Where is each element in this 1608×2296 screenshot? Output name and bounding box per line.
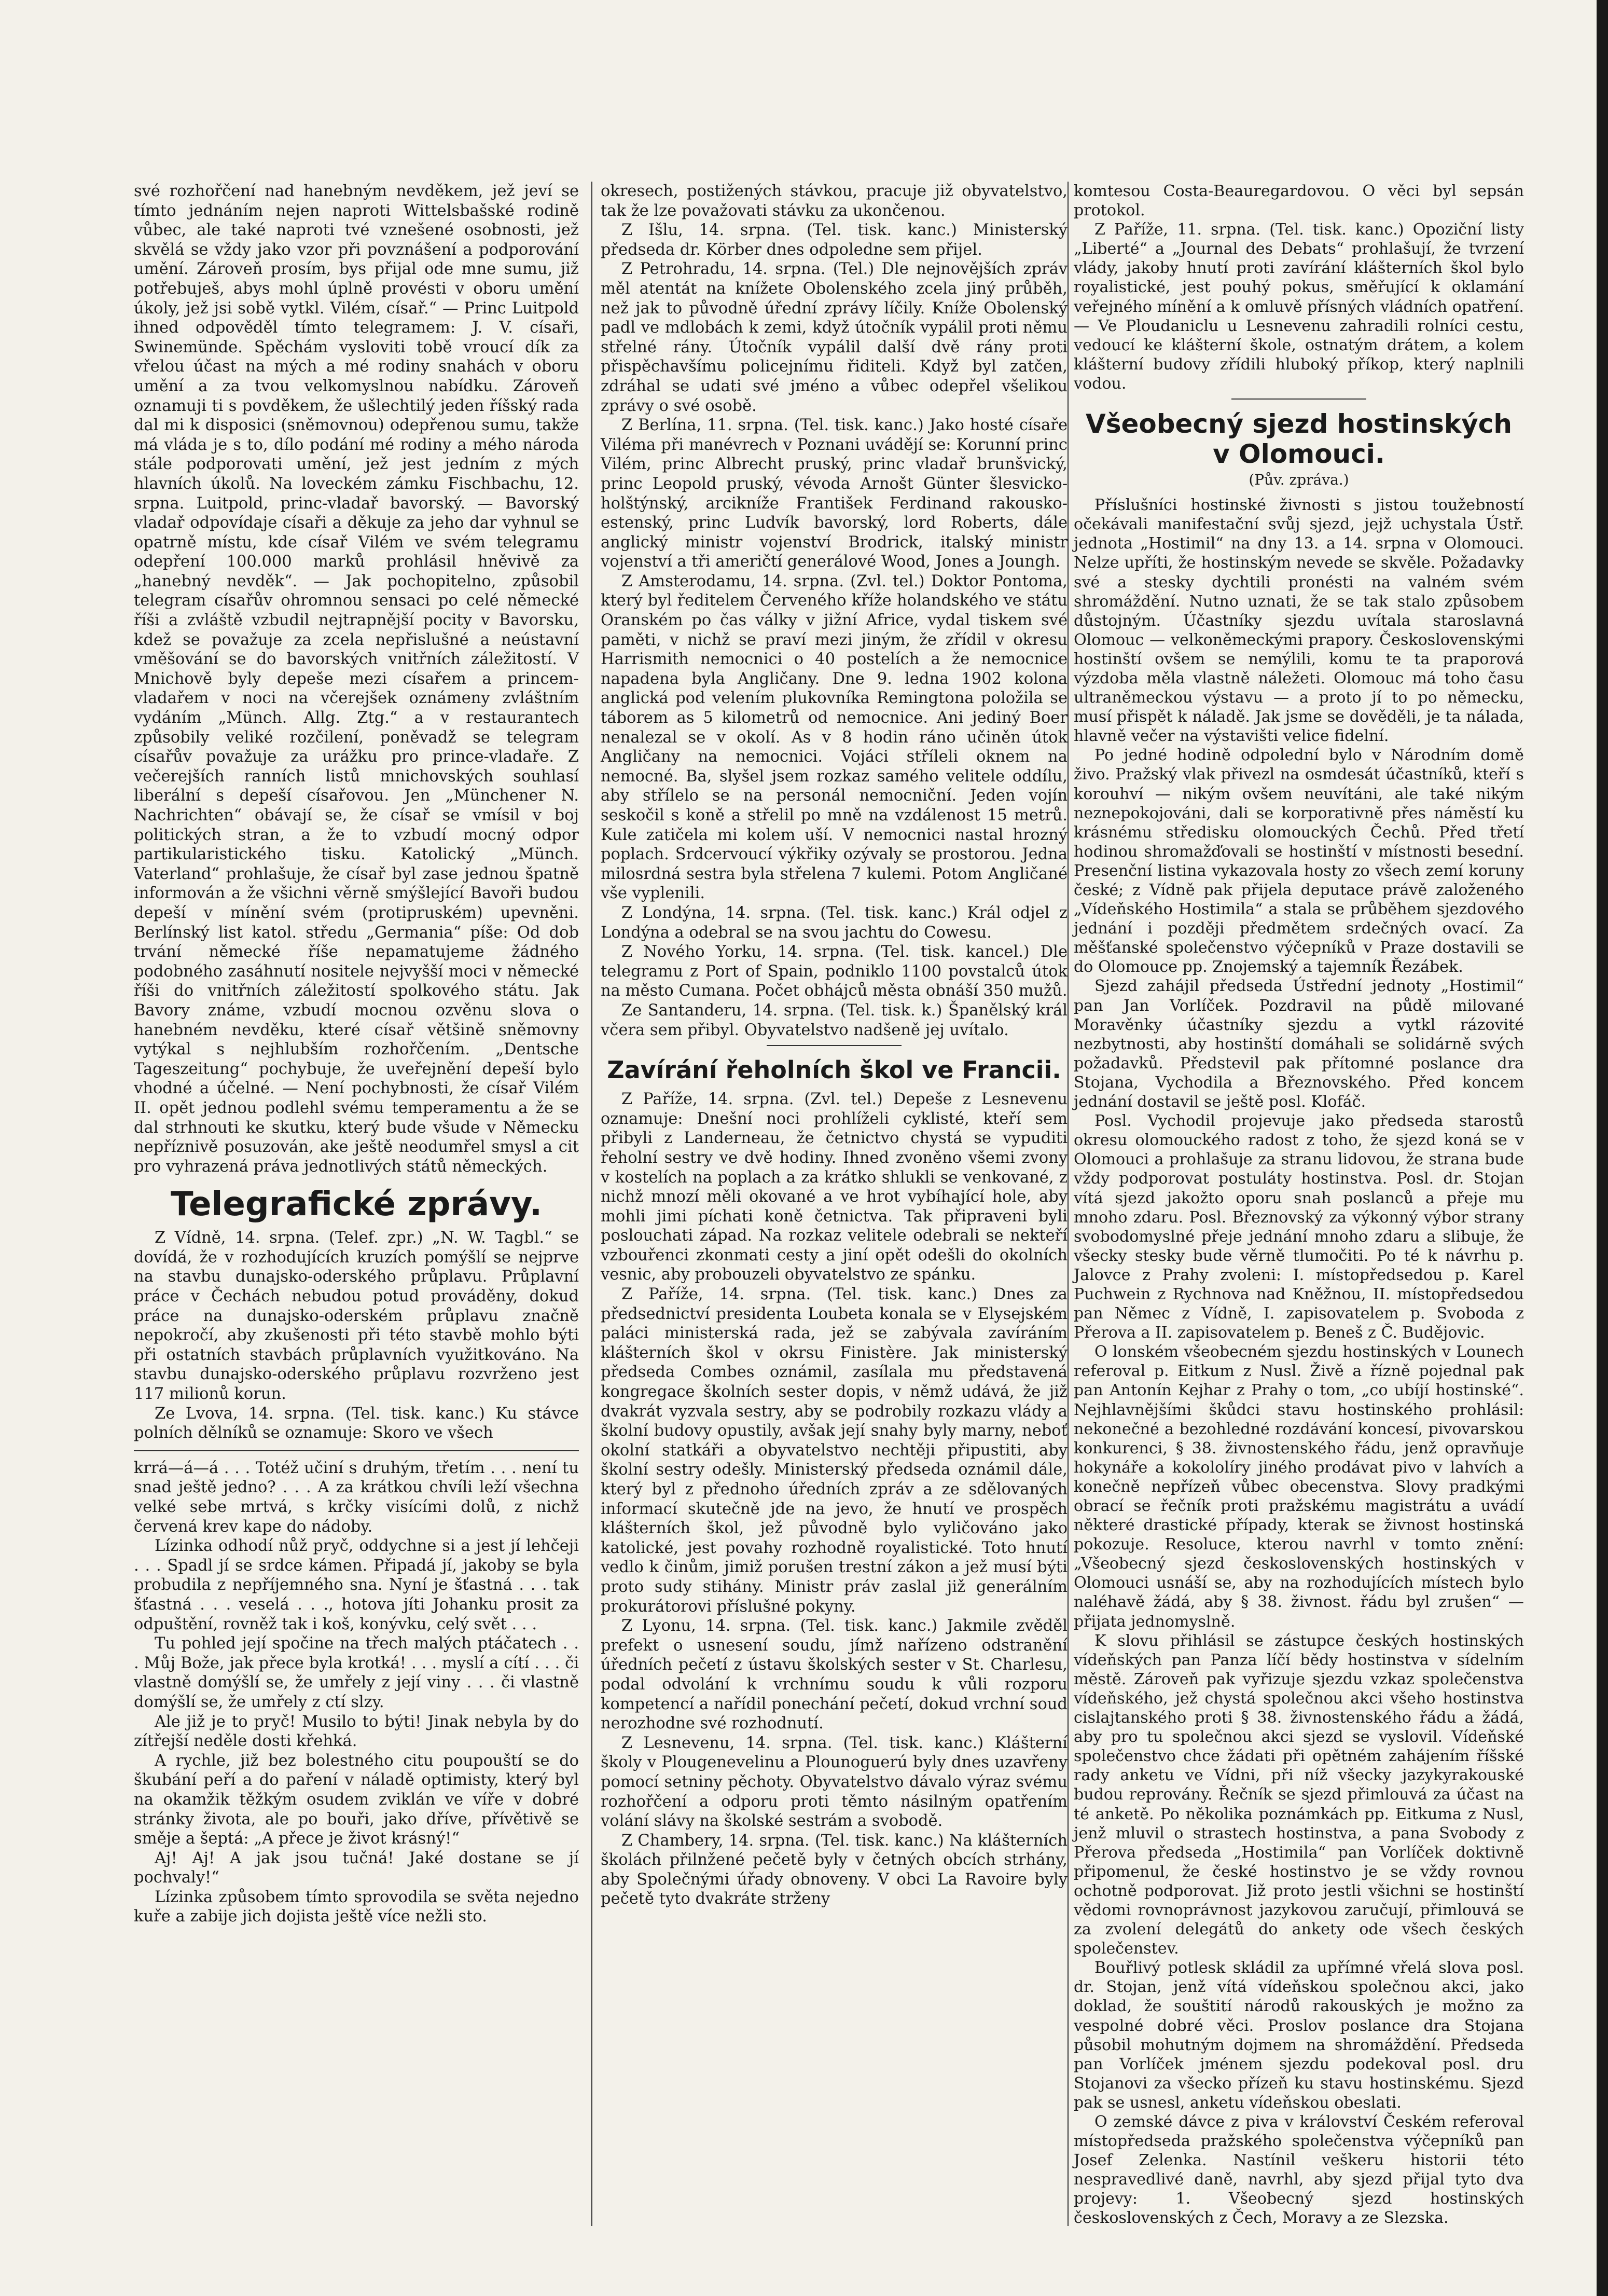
news-item: Z Lesnevenu, 14. srpna. (Tel. tisk. kanc.) Klášterní školy v Plougenevelinu a Plounoguerú byly dnes uzavřeny pomocí setniny pěchoty. Obyvatelstvo dávalo výraz svému rozhořčení a odporu proti těmto násilným opatřením volání slávy na školské sestrám a svobodě. [601, 1734, 1068, 1831]
heading-telegraficke-zpravy: Telegrafické zprávy. [170, 1185, 543, 1224]
feuilleton-text: Ale již je to pryč! Musilo to býti! Jinak nebyla by do zítřejší neděle dosti křehká. [134, 1712, 579, 1751]
column-1 [134, 182, 579, 1927]
feuilleton-text: Tu pohled její spočine na třech malých ptáčatech . . . Můj Bože, jak přece byla krotká! . . . myslí a cítí . . . či vlastně domýšlí se, že umřely z její viny . . . či vlastně domýšlí se, že umřely z ctí slzy. [134, 1634, 579, 1711]
news-item: Ze Santanderu, 14. srpna. (Tel. tisk. k.) Španělský král včera sem přibyl. Obyvatelstvo nadšeně jej uvítalo. [601, 1001, 1068, 1039]
feuilleton-text: Lízinka způsobem tímto sprovodila se světa nejedno kuře a zabije jich dojista ještě více nežli sto. [134, 1888, 579, 1926]
news-item: Ze Lvova, 14. srpna. (Tel. tisk. kanc.) Ku stávce polních dělníků se oznamuje: Skoro ve všech [134, 1404, 579, 1442]
heading-subtitle: (Pův. zpráva.) [1249, 471, 1349, 489]
news-item: Z Nového Yorku, 14. srpna. (Tel. tisk. kancel.) Dle telegramu z Port of Spain, podniklo 1100 povstalců útok na město Cumana. Počet obhájců města obnáší 350 mužů. [601, 943, 1068, 1000]
feuilleton-text: A rychle, již bez bolestného citu poupouští se do škubání peří a do paření v náladě optimisty, který byl na okamžik těžkým osudem zviklán ve víře v dobré stránky života, ale po bouři, jako dříve, přívětivě se směje a šeptá: „A přece je život krásný!“ [134, 1751, 579, 1848]
news-item: Z Petrohradu, 14. srpna. (Tel.) Dle nejnovějších zpráv měl atentát na knížete Obolenského zcela jiný průběh, než jak to původně úřední zprávy líčily. Kníže Obolenský padl ve mdlobách k zemi, když útočník vypálil proti němu střelné rány. Útočník vypálil další dvě rány proti přispěchavšímu policejnímu řiditeli. Když byl zatčen, zdráhal se udati své jméno a vůbec odepřel všelikou zprávy o své osobě. [601, 260, 1068, 415]
article-text: Po jedné hodině odpolední bylo v Národním domě živo. Pražský vlak přivezl na osmdesát účastníků, kteří s korouhví — nikým ovšem neuvítáni, ale také nikým neznepokojováni, dali se korporativně přes náměstí ku krásnému středisku olomouckých Čechů. Před třetí hodinou shromažďovali se hostinští v místnosti besední. Presenční listina vykazovala hosty zo všech zemí koruny české; z Vídně pak přijela deputace právě založeného „Vídeňského Hostimila“ a stala se průběhem sjezdového jednání i později předmětem srdečných ovací. Za měšťanské společenstvo výčepníků v Praze dostavili se do Olomouce pp. Znojemský a tajemník Řezábek. [1074, 746, 1524, 977]
news-item: Z Londýna, 14. srpna. (Tel. tisk. kanc.) Král odjel z Londýna a odebral se na svou jachtu do Cowesu. [601, 903, 1068, 942]
news-item: komtesou Costa-Beauregardovou. O věci byl sepsán protokol. [1074, 182, 1524, 220]
section-divider [767, 1045, 902, 1046]
news-item: Z Berlína, 11. srpna. (Tel. tisk. kanc.) Jako hosté císaře Viléma při manévrech v Poznani uvádějí se: Korunní princ Vilém, princ Albrecht pruský, princ vladař brunšvický, princ Leopold pruský, vévoda Arnošt Günter šlesvicko-holštýnský, arcikníže František Ferdinand rakousko-estenský, princ Ludvík bavorský, lord Roberts, dále anglický ministr vojenství Brodrick, italský ministr vojenství a tři američtí generálové Wood, Jones a Joungh. [601, 416, 1068, 571]
feuilleton-text: krrá—á—á . . . Totéž učiní s druhým, třetím . . . není tu snad ještě jedno? . . . A za krátkou chvíli leží všechna velké sebe mrtvá, s krčky visícími dolů, z nichž červená krev kape do nádoby. [134, 1459, 579, 1536]
news-item: Z Paříže, 14. srpna. (Tel. tisk. kanc.) Dnes za předsednictví presidenta Loubeta konala se v Elysejském paláci ministerská rada, jež se zabývala zavíráním klášterních škol v okrsu Finistère. Jak ministerský předseda Combes oznámil, zasílala mu představená kongregace školních sester dopis, v němž udává, že již dvakrát vyzvala sestry, aby se podrobily rozkazu vlády a školní budovy opustily, avšak její snahy byly marny, neboť okolní statkáři a obyvatelstvo nechtěji připustiti, aby školní sestry odešly. Ministerský předseda oznámil dále, který byl z přednoho úředních zpráv a ze sdělovaných informací skutečně jde na jevo, že hnutí ve prospěch klášterních škol, jež původně bylo vyličováno jako katolické, jest povahy rozhodně royalistické. Toto hnutí vedlo k činům, jimiž porušen trestní zákon a jež musí býti proto sudy stihány. Ministr práv zaslal již generálním prokurátorovi příslušné pokyny. [601, 1285, 1068, 1616]
news-item: Z Vídně, 14. srpna. (Telef. zpr.) „N. W. Tagbl.“ se dovídá, že v rozhodujících kruzích pomýšlí se nejprve na stavbu dunajsko-oderského průplavu. Průplavní práce v Čechách nebudou potud prováděny, dokud práce na dunajsko-oderském průplavu značně nepokročí, aby zkušenosti při této stavbě mohlo býti při ostatních stavbách průplavních využitkováno. Na stavbu dunajsko-oderského průplavu rozvrženo jest 117 milionů korun. [134, 1229, 579, 1404]
heading-zavirani-skol: Zavírání řeholních škol ve Francii. [607, 1056, 1061, 1084]
article-text: O zemské dávce z piva v království Českém referoval místopředseda pražského společenstva výčepníků pan Josef Zelenka. Nastínil veškeru historii této nespravedlivé daně, navrhl, aby sjezd přijal tyto dva projevy: 1. Všeobecný sjezd hostinských československých z Čech, Moravy a ze Slezska. [1074, 2113, 1524, 2228]
page-edge [1597, 0, 1608, 2296]
section-divider [1231, 398, 1366, 400]
news-item: okresech, postižených stávkou, pracuje již obyvatelstvo, tak že lze považovati stávku za ukončenou. [601, 182, 1068, 220]
article-text: Bouřlivý potlesk skládil za upřímné vřelá slova posl. dr. Stojan, jenž vítá vídeňskou společnou akci, jako doklad, že souštití národů rakouských je možno za vespolné dobré věci. Proslov poslance dra Stojana působil mohutným dojmem na shromáždění. Předseda pan Vorlíček jménem sjezdu podekoval posl. dru Stojanovi za všecko přízeň ku stavu hostinskému. Sjezd pak se usnesl, anketu vídeňskou obeslati. [1074, 1959, 1524, 2112]
section-divider [134, 1450, 579, 1451]
article-text: Příslušníci hostinské živnosti s jistou toužebností očekávali manifestační svůj sjezd, jejž uchystala Ústř. jednota „Hostimil“ na dny 13. a 14. srpna v Olomouci. Nelze upříti, že hostinským nevede se skvěle. Požadavky své a stesky dychtili pronésti na valném svém shromáždění. Nutno uznati, že se tak stalo způsobem důstojným. Účastníky sjezdu uvítala staroslavná Olomouc — velkoněmeckými prapory. Československými hostinští ovšem se nemýlili, komu te ta praporová výzdoba měla vlastně náležeti. Olomouc má toho času ultraněmeckou výstavu — a proto jí to po německu, musí přispět k náladě. Jak jsme se dověděli, je ta nálada, hlavně večer na výstavišti velice fidelní. [1074, 496, 1524, 746]
news-item: Z Chambery, 14. srpna. (Tel. tisk. kanc.) Na klášterních školách přilnžené pečetě byly v četných obcích strhány, aby Společnými úřady obnoveny. V obci La Ravoire byly pečetě tyto dvakráte strženy [601, 1831, 1068, 1908]
article-text: své rozhořčení nad hanebným nevděkem, jež jeví se tímto jednáním nejen naproti Wittelsbašské rodině vůbec, ale také naproti tvé vznešené osobnosti, jež skvělá se vždy jako vzor při povznášení a podporování umění. Zároveň prosím, bys přijal ode mne sumu, již potřebuješ, abys mohl úplně provésti v oboru umění úkoly, jež jsi sobě vytkl. Vilém, císař.“ — Princ Luitpold ihned odpověděl tímto telegramem: J. V. císaři, Swinemünde. Spěchám vysloviti tobě vroucí dík za vřelou účast na mých a mé rodiny snahách v oboru umění a za tvou velkomyslnou nabídku. Zároveň oznamuji ti s povděkem, že ušlechtilý jeden říšský rada dal mi k disposici (sněmovnou) odepřenou sumu, takže má vláda je s to, dílo podání mé rodiny a mého národa stále podporovati umění, jež jest jedním z mých hlavních úkolů. Na loveckém zámku Fischbachu, 12. srpna. Luitpold, princ-vladař bavorský. — Bavorský vladař odpovídaje císaři a děkuje za jeho dar vyhnul se opatrně místu, kde císař Vilém ve svém telegramu odepření 100.000 marků prohlásil hněvivě za „hanebný nevděk“. — Jak pochopitelno, způsobil telegram císařův ohromnou sensaci po celé německé říši a zvláště vzbudil nejtrapnější pocity v Bavorsku, kdež se považuje za zcela nepřislušné a neústavní vměšování se do bavorských vnitřních záležitostí. V Mnichově byly depeše mezi císařem a princem-vladařem v noci na včerejšek oznámeny zvláštním vydáním „Münch. Allg. Ztg.“ a v restaurantech způsobily veliké rozčilení, poněvadž se telegram císařův považuje za urážku pro prince-vladaře. Z večerejších ranních listů mnichovských souhlasí liberální s depeší císařovou. Jen „Münchener N. Nachrichten“ obávají se, že císař se vmísil v boj politických stran, a že to vzbudí mocný odpor partikularistického tisku. Katolický „Münch. Vaterland“ prohlašuje, že císař byl zase jednou špatně informován a že všichni věrně smýšlející Bavoři budou depeší v mínění svém (protipruském) upevněni. Berlínský list katol. středu „Germania“ píše: Od dob trvání německé říše nepamatujeme žádného podobného zasáhnutí nositele nejvyšší moci v německé říši do vnitřních záležitostí spolkového státu. Jak Bavory známe, vzbudí mocnou ozvěnu slova o hanebném nevděku, které císař většině sněmovny vytýkal s nejhlubším rozhořčením. „Dentsche Tageszeitung“ pochybuje, že uveřejnění depeší bylo vhodné a účelné. — Není pochybnosti, že císař Vilém II. opět jednou podlehl svému temperamentu a že se dal strhnouti ke skutku, který bude všude v Německu nepříznivě posuzován, ake ještě neodumřel smysl a cit pro vyhrazená práva jednotlivých států německých. [134, 182, 579, 1176]
news-item: Z Lyonu, 14. srpna. (Tel. tisk. kanc.) Jakmile zvěděl prefekt o usnesení soudu, jímž nařízeno odstranění úředních pečetí z ústavu školských sester v St. Charlesu, podal odvolání k vrchnímu soudu k vůli rozporu kompetencí a nařídil ponechání pečetí, dokud vrchní soud nerozhodne své rozhodnutí. [601, 1617, 1068, 1733]
article-text: Posl. Vychodil projevuje jako předseda starostů okresu olomouckého radost z toho, že sjezd koná se v Olomouci a prohlašuje za stranu lidovou, že strana bude vždy podporovat postuláty hostinstva. Posl. dr. Stojan vítá sjezd jakožto oporu snah poslanců a přeje mu mnoho zdaru. Posl. Březnovský za výkonný výbor strany svobodomyslné přeje jednání mnoho zdaru a slibuje, že všecky stesky bude věrně tlumočiti. Po té k návrhu p. Jalovce z Prahy zvoleni: I. místopředsedou p. Karel Puchwein z Rychnova nad Kněžnou, II. místopředsedou pan Němec z Vídně, I. zapisovatelem p. Svoboda z Přerova a II. zapisovatelem p. Beneš z Č. Budějovic. [1074, 1112, 1524, 1342]
news-item: Z Paříže, 11. srpna. (Tel. tisk. kanc.) Opoziční listy „Liberté“ a „Journal des Debats“ prohlašují, že tvrzení vlády, jakoby hnutí proti zavírání klášterních škol bylo royalistické, jest pouhý pokus, směřující k oklamání veřejného mínění a k omluvě přísných vládních opatření. — Ve Ploudaniclu u Lesnevenu zahradili rolníci cestu, vedoucí ke klášterní škole, ostnatým drátem, a kolem klášterní budovy zřídili hluboký příkop, který naplnili vodou. [1074, 221, 1524, 393]
heading-sjezd-hostinskych: Všeobecný sjezd hostinských v Olomouci. [1086, 409, 1512, 470]
feuilleton-text: Lízinka odhodí nůž pryč, oddychne si a jest jí lehčeji . . . Spadl jí se srdce kámen. Připadá jí, jakoby se byla probudila z nepříjemného sna. Nyní je šťastná . . . tak šťastná . . . veselá . . ., hotova jíti Johanku prosit za odpuštění, rovněž tak i koš, konývku, celý svět . . . [134, 1537, 579, 1633]
article-text: K slovu přihlásil se zástupce českých hostinských vídeňských pan Panza líčí bědy hostinstva v sídelním městě. Zároveň pak vyřizuje sjezdu vzkaz společenstva vídeňského, jež chystá společnou akci všeho hostinstva cislajtanského proti § 38. živnostenského řádu a žádá, aby pro tu společnou akci sjezd se vyslovil. Vídeňské společenstvo chce žádati při opětném zahájením říšské rady anketu ve Vídni, při níž všecky jazykyrakouské budou reprovány. Řečník se sjezd přimlouvá za účast na té anketě. Po několika poznámkách pp. Eitkuma z Nusl, jenž mluvil o strastech hostinstva, a pana Svobody z Přerova předseda „Hostimila“ pan Vorlíček doktivně připomenul, že české hostinstvo je se vždy rovnou ochotně podporovat. Již proto jestli všichni se hostinští vědomi rovnoprávnost jazykovou zaručují, přimlouvá se za zvolení delegátů do ankety ode všech českých společenstev. [1074, 1631, 1524, 1958]
news-item: Z Išlu, 14. srpna. (Tel. tisk. kanc.) Ministerský předseda dr. Körber dnes odpoledne sem přijel. [601, 221, 1068, 259]
feuilleton-text: Aj! Aj! A jak jsou tučná! Jaké dostane se jí pochvaly!“ [134, 1849, 579, 1887]
article-text: Sjezd zahájil předseda Ústřední jednoty „Hostimil“ pan Jan Vorlíček. Pozdravil na půdě milované Moravěnky účastníky sjezdu a vytkl rázovité nezbytnosti, aby hostinští domáhali se solidárně svých požadavků. Předstevil pak přítomné poslance dra Stojana, Vychodila a Březnovského. Před koncem jednání dostavil se ještě posl. Klofáč. [1074, 977, 1524, 1111]
article-text: O lonském všeobecném sjezdu hostinských v Lounech referoval p. Eitkum z Nusl. Živě a řízně pojednal pak pan Antonín Kejhar z Prahy o tom, „co ubíjí hostinské“. Nejhlavnějšími škůdci stavu hostinského prohlásil: nekonečné a bezohledné rozdávání koncesí, pivovarskou konkurenci, § 38. živnostenského řádu, jenž opravňuje hokynáře a kokololíry jiného prodávat pivo v lahvích a konečně nepřízeň vůbec obecenstva. Slovy pradkými obrací se řečník proti pražskému magistrátu a uvádí některé drastické případy, kterak se živnost hostinská pokozuje. Resoluce, kterou navrhl v tomto znění: „Všeobecný sjezd československých hostinských v Olomouci usnáší se, aby na rozhodujících místech bylo naléhavě žádá, aby § 38. živnost. řádu byl zrušen“ — přijata jednomyslně. [1074, 1343, 1524, 1631]
column-rule-1 [591, 182, 592, 2226]
column-rule-2 [1068, 182, 1069, 2226]
news-item: Z Paříže, 14. srpna. (Zvl. tel.) Depeše z Lesnevenu oznamuje: Dnešní noci prohlíželi cyklisté, kteří sem přibyli z Landerneau, že četnictvo chystá se vypuditi řeholní sestry ve dvě hodiny. Ihned zvoněno všemi zvony v kostelích na poplach a za krátko shlukli se venkované, z nichž mnozí měli okované a ve hrot vybíhající hole, aby mohli jimi píchati koně četnictva. Tak připraveni byli poslouchati západ. Na rozkaz velitele odebrali se nekteří vzbouřenci zkonmati cesty a jiní opět odešli do okolních vesnic, aby probouzeli obyvatelstvo ze spánku. [601, 1090, 1068, 1284]
column-3 [1074, 182, 1524, 2228]
column-2 [601, 182, 1068, 1909]
news-item: Z Amsterodamu, 14. srpna. (Zvl. tel.) Doktor Pontoma, který byl ředitelem Červeného kříže holandského ve státu Oranském po čas války v jižní Africe, vydal tiskem své paměti, v nichž se praví mezi jiným, že zřídil v okresu Harrismith nemocnici o 40 postelích a že nemocnice napadena byla Angličany. Dne 9. ledna 1902 kolona anglická pod velením plukovníka Remingtona položila se táborem as 5 kilometrů od nemocnice. Ani jediný Boer nenalezal se v okolí. As v 8 hodin ráno učiněn útok Angličany na nemocnici. Vojáci stříleli oknem na nemocné. Ba, slyšel jsem rozkaz samého velitele oddílu, aby střílelo se na personál nemocniční. Jeden vojín seskočil s koně a střelil po mně na vzdálenost 15 metrů. Kule zatičela mi kolem uší. V nemocnici nastal hrozný poplach. Srdcervoucí výkřiky ozývaly se prostorou. Jedna milosrdná sestra byla střelena 7 kulemi. Potom Angličané vše vyplenili. [601, 572, 1068, 903]
